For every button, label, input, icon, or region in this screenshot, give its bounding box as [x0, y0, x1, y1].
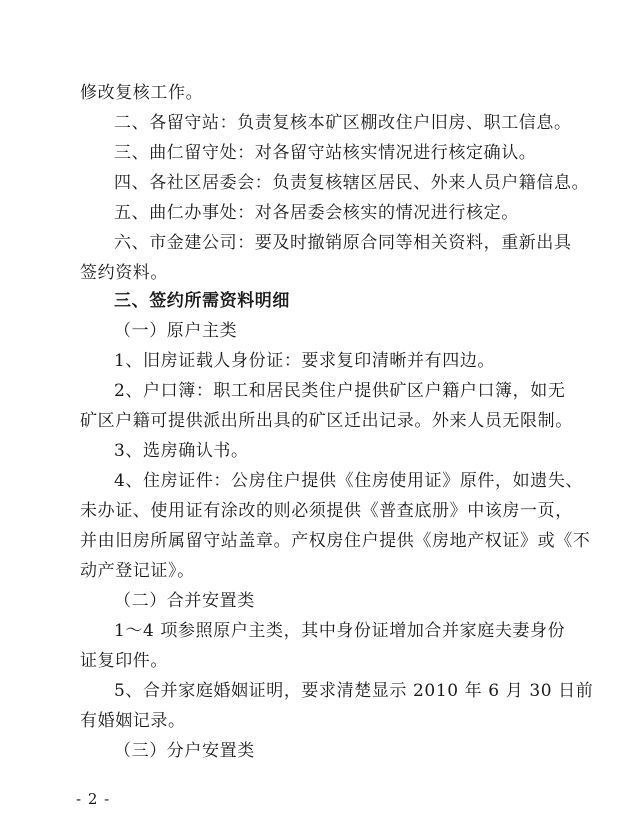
- text-line-2-5: 5、合并家庭婚姻证明，要求清楚显示 2010 年 6 月 30 日前: [114, 681, 594, 701]
- subsection-heading-2: （二）合并安置类: [114, 591, 255, 611]
- text-line-1-3: 3、选房确认书。: [114, 441, 249, 461]
- text-line-1-4: 4、住房证件：公房住户提供《住房使用证》原件，如遗失、: [114, 471, 584, 491]
- section-heading: 三、签约所需资料明细: [114, 291, 290, 311]
- subsection-heading-3: （三）分户安置类: [114, 741, 255, 761]
- text-line-1-4-cont-a: 未办证、使用证有涂改的则必须提供《普查底册》中该房一页，: [80, 501, 573, 521]
- text-line-1-4-cont-c: 动产登记证》。: [80, 561, 195, 581]
- text-line-1-1: 1、旧房证载人身份证：要求复印清晰并有四边。: [114, 351, 496, 371]
- text-line-continuation: 修改复核工作。: [80, 83, 204, 103]
- text-line-item-4: 四、各社区居委会：负责复核辖区居民、外来人员户籍信息。: [114, 173, 590, 193]
- text-line-1-2-cont: 矿区户籍可提供派出所出具的矿区迁出记录。外来人员无限制。: [80, 411, 573, 431]
- text-line-1-2: 2、户口簿：职工和居民类住户提供矿区户籍户口簿，如无: [114, 381, 566, 401]
- text-line-item-6-cont: 签约资料。: [80, 263, 168, 283]
- text-line-item-6: 六、市金建公司：要及时撤销原合同等相关资料，重新出具: [114, 233, 572, 253]
- text-line-item-3: 三、曲仁留守处：对各留守站核实情况进行核定确认。: [114, 143, 537, 163]
- text-line-2-1: 1～4 项参照原户主类，其中身份证增加合并家庭夫妻身份: [114, 621, 566, 641]
- text-line-1-4-cont-b: 并由旧房所属留守站盖章。产权房住户提供《房地产权证》或《不: [80, 531, 591, 551]
- text-line-2-1-cont: 证复印件。: [80, 651, 168, 671]
- text-line-item-5: 五、曲仁办事处：对各居委会核实的情况进行核定。: [114, 203, 519, 223]
- subsection-heading-1: （一）原户主类: [114, 321, 238, 341]
- text-line-item-2: 二、各留守站：负责复核本矿区棚改住户旧房、职工信息。: [114, 113, 572, 133]
- text-line-2-5-cont: 有婚姻记录。: [80, 711, 186, 731]
- page-number: - 2 -: [76, 790, 111, 808]
